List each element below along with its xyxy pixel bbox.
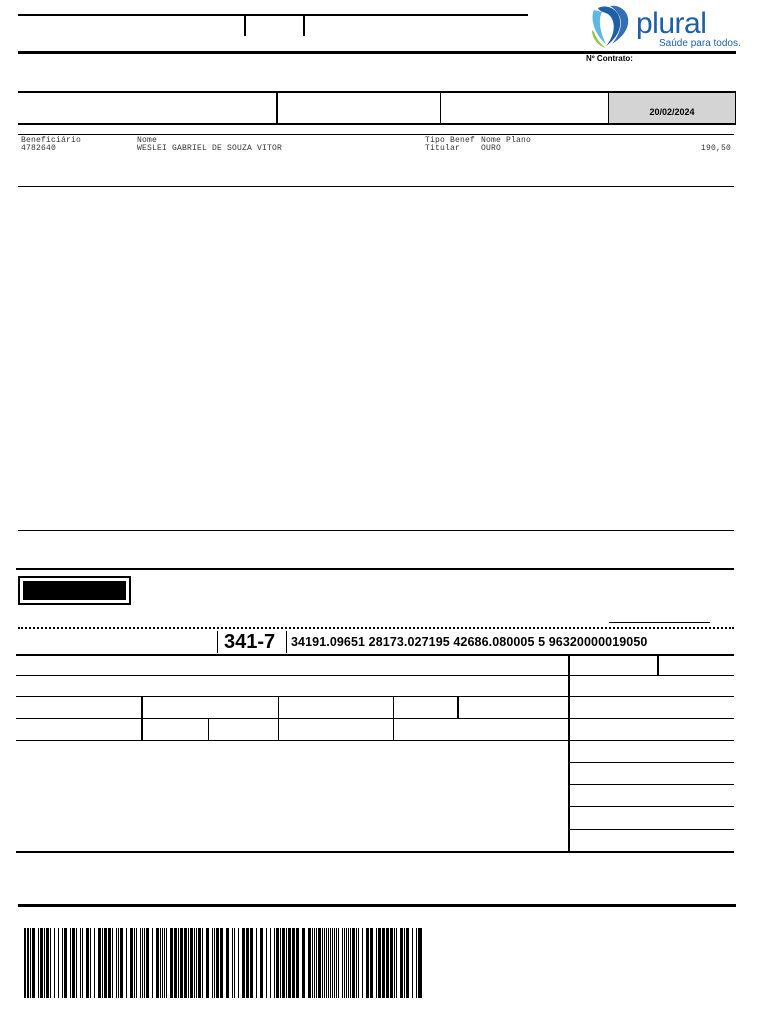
due-date: 20/02/2024 xyxy=(649,107,695,117)
cut-line xyxy=(18,627,734,629)
grid-line-2 xyxy=(16,675,734,676)
grid-line-bottom xyxy=(16,851,734,853)
bank-code-divider-right xyxy=(286,631,287,653)
grid-divider-r4-1 xyxy=(208,718,209,740)
slip-footer-thick-line xyxy=(18,904,736,907)
grid-line-3 xyxy=(16,696,734,697)
header-top-line xyxy=(18,14,528,16)
table-bottom-line xyxy=(18,186,734,187)
grid-line-5 xyxy=(16,740,734,741)
body-bottom-line xyxy=(18,530,734,531)
grid-divider-r3-3 xyxy=(393,696,394,740)
grid-main-divider xyxy=(568,655,570,852)
col-header-beneficiario: Beneficiário xyxy=(21,136,82,145)
grid-line-right-1 xyxy=(569,762,734,763)
barcode-icon xyxy=(24,928,426,998)
redacted-box xyxy=(18,576,131,605)
contract-label: Nº Contrato: xyxy=(586,54,633,63)
grid-line-1 xyxy=(16,654,734,656)
info-box-divider-1 xyxy=(276,91,278,125)
grid-divider-r3-2 xyxy=(278,696,279,740)
logo-tagline: Saúde para todos. xyxy=(659,38,741,49)
grid-divider-r3-1 xyxy=(141,696,143,740)
table-top-line xyxy=(18,134,734,135)
bank-code-divider-left xyxy=(217,631,218,653)
header-divider-1 xyxy=(244,16,246,36)
info-box-divider-2 xyxy=(440,91,441,125)
cell-nome-plano: OURO xyxy=(481,144,502,153)
grid-line-right-4 xyxy=(569,829,734,830)
grid-line-4 xyxy=(16,718,734,719)
grid-divider-top-right xyxy=(657,655,659,675)
bank-code: 341-7 xyxy=(224,631,276,653)
grid-divider-r3-4 xyxy=(457,696,459,718)
grid-line-right-2 xyxy=(569,784,734,785)
col-header-tipo-benef: Tipo Benef xyxy=(425,136,476,145)
cell-nome: WESLEI GABRIEL DE SOUZA VITOR xyxy=(137,144,283,153)
plural-logo-icon xyxy=(588,4,636,50)
logo-name: plural xyxy=(636,7,707,40)
cell-tipo-benef: Titular xyxy=(425,144,461,153)
digitable-line: 34191.09651 28173.027195 42686.080005 5 96320000019050 xyxy=(291,635,648,649)
signature-line xyxy=(609,622,710,623)
cell-valor: 190,50 xyxy=(700,144,731,153)
slip-top-thick-line xyxy=(16,568,734,570)
col-header-nome-plano: Nome Plano xyxy=(481,136,532,145)
due-date-box xyxy=(609,92,736,124)
plural-logo xyxy=(588,2,741,50)
header-divider-2 xyxy=(303,16,305,36)
col-header-nome: Nome xyxy=(137,136,158,145)
grid-line-right-3 xyxy=(569,806,734,807)
cell-beneficiario: 4782640 xyxy=(21,144,57,153)
